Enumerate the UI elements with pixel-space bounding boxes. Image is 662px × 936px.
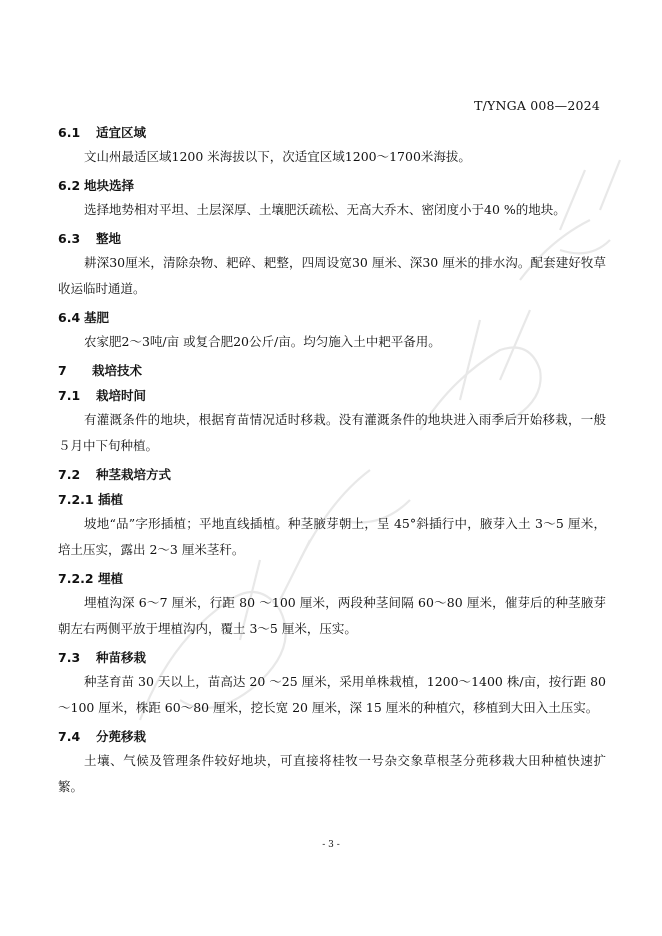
section-number: 6.3 (58, 231, 81, 246)
section-heading (58, 177, 606, 195)
section-title: 埋植 (98, 571, 124, 586)
section-number: 7.2.1 (58, 492, 94, 507)
paragraph: 选择地势相对平坦、土层深厚、土壤肥沃疏松、无高大乔木、密闭度小于40 %的地块。 (84, 202, 566, 217)
section-title: 插植 (98, 492, 124, 507)
chapter-heading (58, 362, 606, 380)
section-title: 栽培时间 (96, 388, 147, 403)
page-number: - 3 - (322, 840, 340, 850)
paragraph: 耕深30厘米，清除杂物、耙碎、耙整，四周设宽30 厘米、深30 厘米的排水沟。配套建好牧草收运临时通道。 (58, 255, 606, 296)
section-heading (58, 230, 606, 248)
section-title: 种茎栽培方式 (96, 467, 172, 482)
section-title: 种苗移栽 (96, 650, 147, 665)
section-number: 7.1 (58, 388, 81, 403)
section-heading (58, 728, 606, 746)
section-number: 7.4 (58, 729, 81, 744)
section-heading (58, 124, 606, 142)
section-title: 基肥 (84, 310, 110, 325)
subsection-heading (58, 570, 606, 588)
paragraph: 埋植沟深 6～7 厘米，行距 80 ～100 厘米，两段种茎间隔 60～80 厘米，催芽后的种茎腋芽朝左右两侧平放于埋植沟内，覆土 3～5 厘米，压实。 (58, 595, 606, 636)
section-number: 7.3 (58, 650, 81, 665)
section-number: 6.1 (58, 125, 81, 140)
subsection-heading (58, 491, 606, 509)
document-body (58, 124, 606, 800)
document-code: T/YNGA 008—2024 (474, 98, 600, 113)
section-heading (58, 309, 606, 327)
section-title: 分蔸移栽 (96, 729, 147, 744)
paragraph: 农家肥2～3吨/亩 或复合肥20公斤/亩。均匀施入土中耙平备用。 (84, 334, 441, 349)
section-title: 适宜区域 (96, 125, 147, 140)
paragraph: 有灌溉条件的地块，根据育苗情况适时移栽。没有灌溉条件的地块进入雨季后开始移栽，一般５月中下旬种植。 (58, 412, 606, 453)
section-heading (58, 466, 606, 484)
section-number: 6.2 (58, 178, 81, 193)
section-number: 7 (58, 363, 67, 378)
paragraph: 文山州最适区域1200 米海拔以下，次适宜区域1200～1700米海拔。 (84, 149, 471, 164)
paragraph: 土壤、气候及管理条件较好地块，可直接将桂牧一号杂交象草根茎分蔸移栽大田种植快速扩繁。 (58, 753, 606, 794)
section-heading (58, 649, 606, 667)
paragraph: 种茎育苗 30 天以上，苗高达 20 ～25 厘米，采用单株栽植，1200～1400 株/亩，按行距 80～100 厘米，株距 60～80 厘米，挖长宽 20 厘米，深 15 厘米的种植穴，移植到大田入土压实。 (58, 674, 606, 715)
section-heading (58, 387, 606, 405)
section-title: 栽培技术 (92, 363, 143, 378)
section-number: 7.2 (58, 467, 81, 482)
section-number: 7.2.2 (58, 571, 94, 586)
section-number: 6.4 (58, 310, 81, 325)
paragraph: 坡地“品”字形插植；平地直线插植。种茎腋芽朝上，呈 45°斜插行中，腋芽入土 3～5 厘米，培土压实，露出 2～3 厘米茎秆。 (58, 516, 606, 557)
section-title: 整地 (96, 231, 122, 246)
section-title: 地块选择 (84, 178, 135, 193)
